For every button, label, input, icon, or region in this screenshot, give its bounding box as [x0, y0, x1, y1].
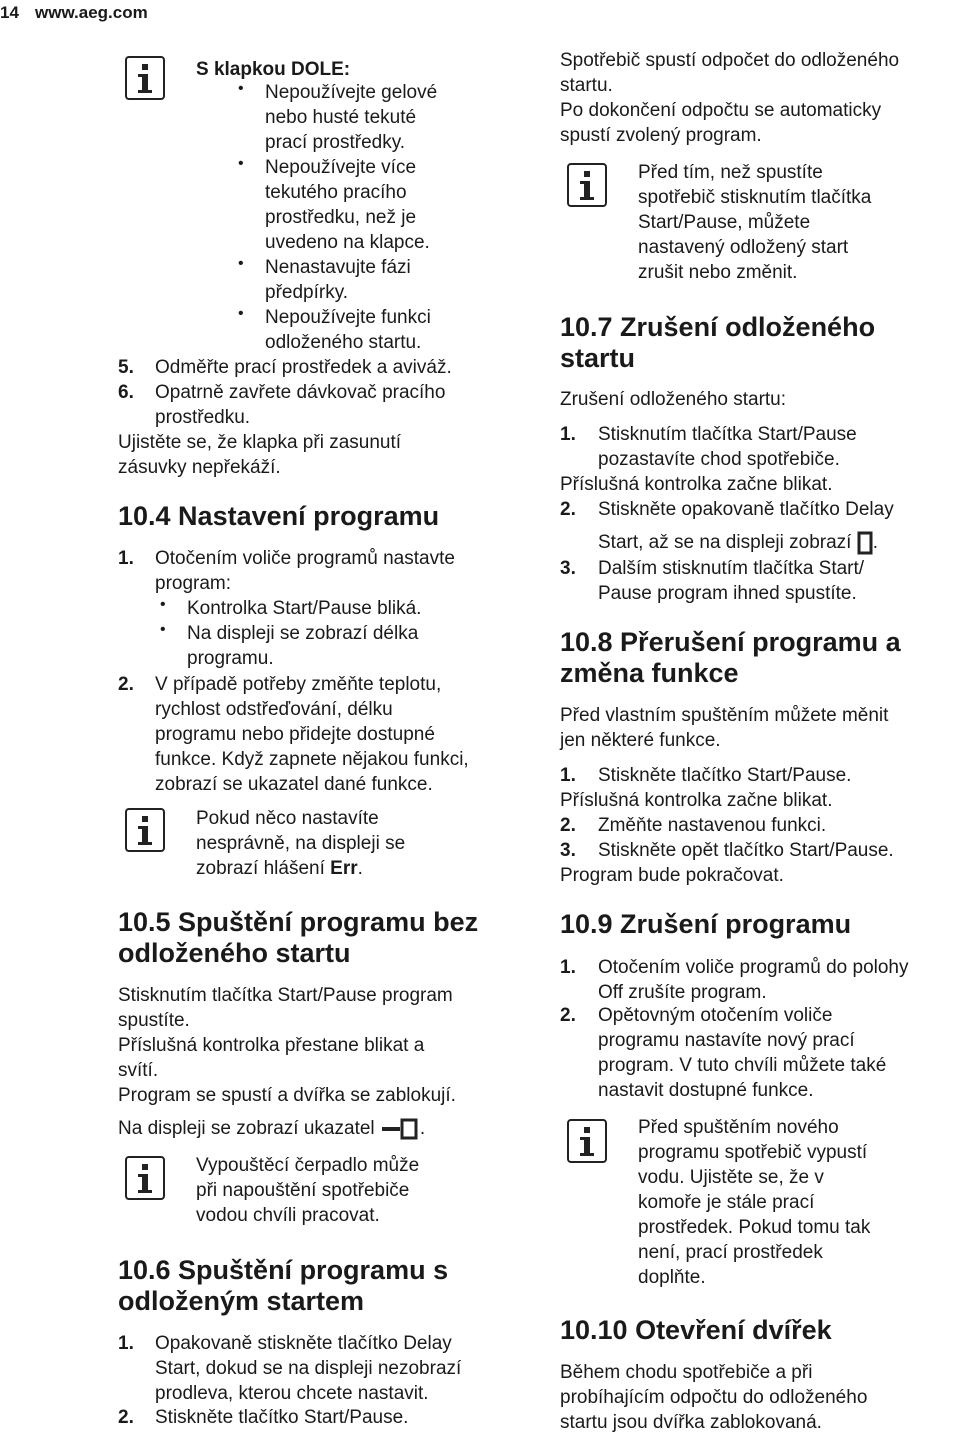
paragraph: Příslušná kontrolka začne blikat.: [560, 474, 833, 495]
step-number: 1.: [560, 957, 576, 978]
section-heading: 10.4 Nastavení programu: [118, 501, 440, 531]
list-item: • Kontrolka Start/Pause bliká.: [187, 596, 421, 621]
step-number: 2.: [118, 674, 134, 695]
info-icon: [125, 56, 165, 100]
step-text: Otočením voliče programů do polohy Off zrušíte program.: [598, 957, 909, 1003]
list-item: • Na displeji se zobrazí délka programu.: [187, 621, 418, 671]
step-text: Stiskněte tlačítko Start/Pause.: [155, 1407, 409, 1428]
note-text: Ujistěte se, že klapka při zasunutí zásuvky nepřekáží.: [118, 432, 402, 478]
display-line: Na displeji se zobrazí ukazatel .: [118, 1118, 426, 1139]
info-icon: [125, 808, 165, 852]
step-text: Stiskněte tlačítko Start/Pause.: [598, 765, 852, 786]
door-lock-indicator-icon: [380, 1118, 420, 1140]
list-item: • Nepoužívejte gelové nebo husté tekuté prací prostředky.: [265, 80, 437, 155]
paragraph: Spotřebič spustí odpočet do odloženého startu. Po dokončení odpočtu se automaticky spustí zvolený program.: [560, 50, 900, 146]
step-number: 2.: [560, 815, 576, 836]
step-text: Opakovaně stiskněte tlačítko Delay Start, dokud se na displeji nezobrazí prodleva, kterou chcete nastavit.: [155, 1333, 462, 1404]
step-text: V případě potřeby změňte teplotu, rychlost odstřeďování, délku programu nebo přidejte dostupné funkce. Když zapnete nějakou funkci, zobrazí se ukazatel dané funkce.: [155, 674, 469, 795]
list-item: • Nepoužívejte funkci odloženého startu.: [265, 305, 431, 355]
section-heading: 10.6 Spuštění programu s odloženým startem: [118, 1255, 449, 1316]
step-text: Opětovným otočením voliče programu nastavíte nový prací program. V tuto chvíli můžete také nastavit dostupné funkce.: [598, 1005, 887, 1101]
paragraph: Během chodu spotřebiče a při probíhajícím odpočtu do odloženého startu jsou dvířka zablokovaná.: [560, 1362, 868, 1433]
section-heading: 10.10 Otevření dvířek: [560, 1315, 832, 1345]
step-text: Změňte nastavenou funkci.: [598, 815, 827, 836]
step-text: Otočením voliče programů nastavte program:: [155, 548, 455, 594]
info-icon: [125, 1156, 165, 1200]
step-text: Dalším stisknutím tlačítka Start/ Pause program ihned spustíte.: [598, 558, 865, 604]
list-item: • Nenastavujte fázi předpírky.: [265, 255, 411, 305]
display-segment-icon: [857, 531, 873, 555]
flap-title: S klapkou DOLE:: [196, 59, 351, 80]
step-text: Stiskněte opět tlačítko Start/Pause.: [598, 840, 894, 861]
page-number: 14: [0, 3, 19, 22]
paragraph: Před vlastním spuštěním můžete měnit jen některé funkce.: [560, 705, 889, 751]
paragraph: Příslušná kontrolka začne blikat.: [560, 790, 833, 811]
step-number: 2.: [560, 499, 576, 520]
section-heading: 10.9 Zrušení programu: [560, 909, 852, 939]
step-number: 1.: [118, 1333, 134, 1354]
info-text: Před spuštěním nového programu spotřebič vypustí vodu. Ujistěte se, že v komoře je stále prací prostředek. Pokud tomu tak není, prací prostředek doplňte.: [638, 1117, 871, 1288]
step-number: 2.: [560, 1005, 576, 1026]
list-item: • Nepoužívejte více tekutého pracího prostředku, než je uvedeno na klapce.: [265, 155, 430, 255]
section-heading: 10.8 Přerušení programu a změna funkce: [560, 627, 901, 688]
section-heading: 10.7 Zrušení odloženého startu: [560, 312, 876, 373]
section-heading: 10.5 Spuštění programu bez odloženého startu: [118, 907, 479, 968]
step-text: Opatrně zavřete dávkovač pracího prostředku.: [155, 382, 446, 428]
step-number: 3.: [560, 840, 576, 861]
paragraph: Zrušení odloženého startu:: [560, 389, 787, 410]
paragraph: Stisknutím tlačítka Start/Pause program spustíte. Příslušná kontrolka přestane blikat a svítí. Program se spustí a dvířka se zablokují.: [118, 985, 456, 1106]
info-text: Před tím, než spustíte spotřebič stisknutím tlačítka Start/Pause, můžete nastavený odložený start zrušit nebo změnit.: [638, 162, 872, 283]
step-number: 5.: [118, 357, 134, 378]
step-number: 6.: [118, 382, 134, 403]
step-text: Stiskněte opakovaně tlačítko Delay Start, až se na displeji zobrazí .: [598, 499, 894, 553]
step-number: 1.: [560, 765, 576, 786]
site-url[interactable]: www.aeg.com: [35, 3, 148, 22]
step-number: 3.: [560, 558, 576, 579]
info-text: Vypouštěcí čerpadlo může při napouštění spotřebiče vodou chvíli pracovat.: [196, 1155, 420, 1226]
step-text: Odměřte prací prostředek a aviváž.: [155, 357, 452, 378]
step-number: 1.: [118, 548, 134, 569]
step-number: 1.: [560, 424, 576, 445]
info-icon: [567, 163, 607, 207]
step-number: 2.: [118, 1407, 134, 1428]
info-icon: [567, 1119, 607, 1163]
info-text: Pokud něco nastavíte nesprávně, na displeji se zobrazí hlášení Err.: [196, 808, 406, 879]
step-text: Stisknutím tlačítka Start/Pause pozastavíte chod spotřebiče.: [598, 424, 857, 470]
paragraph: Program bude pokračovat.: [560, 865, 784, 886]
